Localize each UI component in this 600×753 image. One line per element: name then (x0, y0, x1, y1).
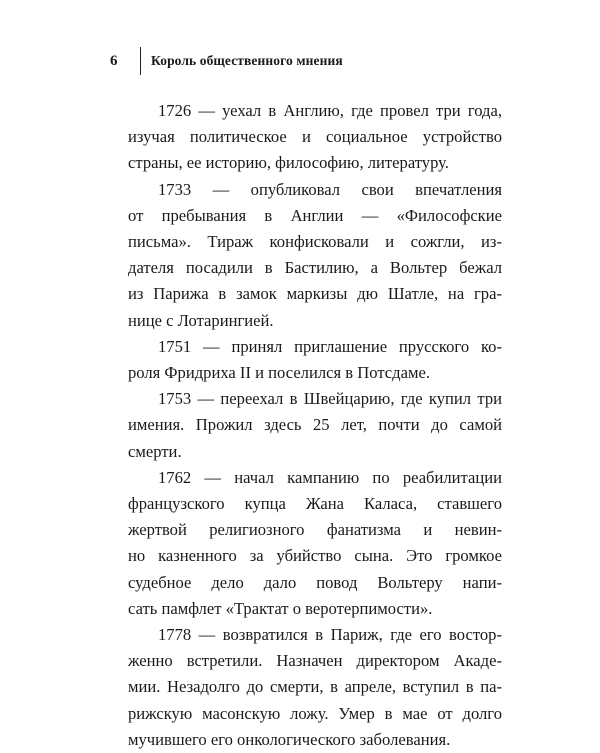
text-line: изучая политическое и социальное устройство (128, 127, 502, 147)
text-line: 1762 — начал кампанию по реабилитации (158, 467, 502, 487)
text-line: судебное дело дало повод Вольтеру напи- (128, 572, 502, 592)
text-line: дателя посадили в Бастилию, а Вольтер бежал (128, 258, 502, 278)
text-line: 1778 — возвратился в Париж, где его востор- (158, 625, 502, 645)
text-line: нице с Лотарингией. (128, 310, 274, 330)
header-divider (140, 47, 141, 75)
running-head (110, 46, 343, 76)
text-line: смерти. (128, 441, 182, 461)
text-line: жертвой религиозного фанатизма и невин- (128, 520, 502, 540)
text-line: имения. Прожил здесь 25 лет, почти до самой (128, 415, 502, 435)
text-line: из Парижа в замок маркизы дю Шатле, на гра- (128, 284, 502, 304)
text-line: но казненного за убийство сына. Это громкое (128, 546, 502, 566)
text-line: роля Фридриха II и поселился в Потсдаме. (128, 363, 430, 383)
text-line: 1726 — уехал в Англию, где провел три года, (158, 101, 502, 120)
text-line: 1751 — принял приглашение прусского ко- (158, 336, 502, 356)
text-line: мии. Незадолго до смерти, в апреле, вступил в па- (128, 677, 502, 697)
text-line: мучившего его онкологического заболевания. (128, 729, 451, 749)
text-line: сать памфлет «Трактат о веротерпимости». (128, 598, 433, 618)
text-line: рижскую масонскую ложу. Умер в мае от долго (128, 703, 502, 723)
text-line: письма». Тираж конфисковали и сожгли, из- (128, 232, 502, 252)
text-line: французского купца Жана Каласа, ставшего (128, 494, 502, 514)
body-text (128, 98, 502, 753)
text-line: 1733 — опубликовал свои впечатления (158, 179, 502, 199)
running-title: Король общественного мнения (151, 53, 343, 68)
text-line: 1753 — переехал в Швейцарию, где купил три (158, 389, 502, 409)
page-number: 6 (110, 52, 118, 69)
text-line: страны, ее историю, философию, литературу. (128, 153, 449, 173)
text-line: от пребывания в Англии — «Философские (128, 205, 502, 225)
text-line: женно встретили. Назначен директором Акаде- (128, 651, 502, 671)
